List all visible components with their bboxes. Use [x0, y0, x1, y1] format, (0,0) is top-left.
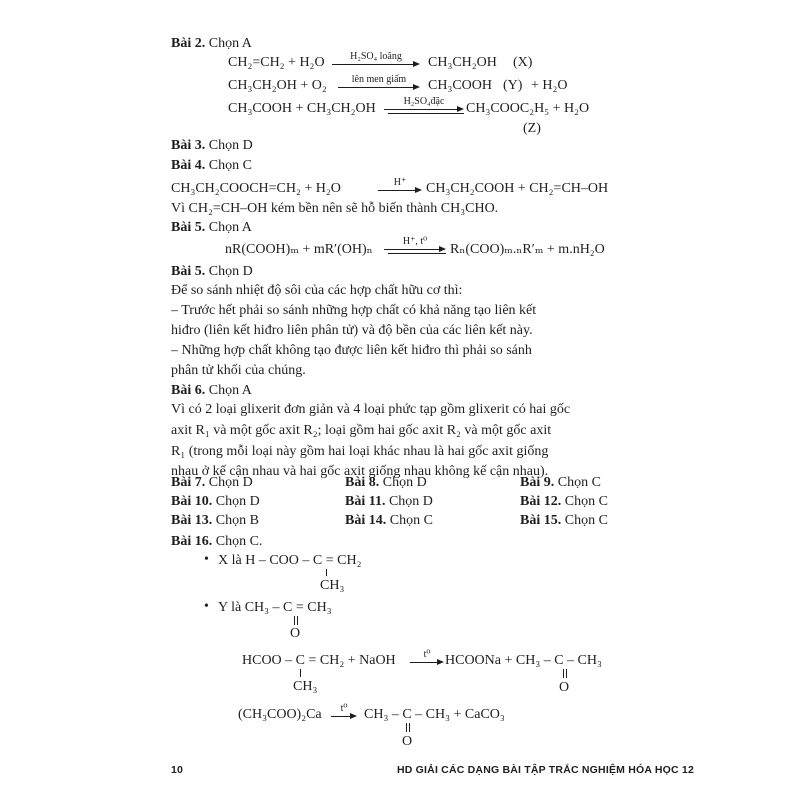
b4-choice: Chọn C: [208, 158, 252, 173]
answer-label: Bài 14.: [345, 513, 387, 528]
answer-label: Bài 12.: [520, 494, 562, 509]
b5b-line: phân tử khối của chúng.: [171, 363, 306, 378]
b16-eq1-branch-right: O: [559, 680, 570, 695]
b2-heading: [171, 36, 252, 52]
b16-x-branch: CH₃: [320, 578, 345, 593]
b5b-line: hiđro (liên kết hiđro liên phân tử) và độ bền của các liên kết này.: [171, 323, 533, 338]
answer-8: [345, 475, 427, 491]
answer-choice: Chọn C: [564, 494, 608, 509]
b2-r2-left: CH₃CH₂OH + O₂: [228, 78, 327, 93]
b16-y-branch: O: [290, 626, 301, 641]
b2-r3-tag: (Z): [523, 121, 541, 136]
b16-y-double-bond-2: [297, 616, 298, 625]
b16-eq1-right: HCOONa + CH₃ – C – CH₃: [445, 653, 602, 668]
b16-y-double-bond: [294, 616, 295, 625]
b16-eq1-double-bond-2: [566, 669, 567, 678]
b5a-eq-condition: H⁺, t⁰: [402, 236, 428, 247]
b4-eq-right: CH₃CH₂COOH + CH₂=CH–OH: [426, 181, 609, 196]
b5a-heading: [171, 220, 252, 236]
answer-label: Bài 15.: [520, 513, 562, 528]
answer-choice: Chọn D: [388, 494, 433, 509]
b5a-eq-left: nR(COOH)ₘ + mR′(OH)ₙ: [225, 242, 373, 257]
answer-label: Bài 8.: [345, 475, 380, 490]
b16-eq1-arrow: [410, 651, 444, 669]
b2-r1-right: CH₃CH₂OH: [428, 55, 497, 70]
answer-15: [520, 513, 608, 529]
b3-choice: Chọn D: [208, 138, 253, 153]
b2-r1-condition: H₂SO₄ loãng: [350, 51, 402, 62]
b6-choice: Chọn A: [208, 383, 252, 398]
b2-r2-right: CH₃COOH: [428, 78, 492, 93]
b16-choice: Chọn C.: [215, 534, 263, 549]
b2-label: Bài 2.: [171, 36, 206, 51]
page-number: 10: [171, 764, 184, 776]
b16-label: Bài 16.: [171, 534, 213, 549]
b16-eq2-right: CH₃ – C – CH₃ + CaCO₃: [364, 707, 505, 722]
b5b-line: – Những hợp chất không tạo được liên kết hiđro thì phải so sánh: [171, 343, 532, 358]
answer-11: [345, 494, 433, 510]
b16-eq1-double-bond: [563, 669, 564, 678]
answer-label: Bài 7.: [171, 475, 206, 490]
answer-7: [171, 475, 253, 491]
b16-eq2-left: (CH₃COO)₂Ca: [238, 707, 322, 722]
b16-y-bullet: •: [204, 599, 209, 614]
b16-x-structure: X là H – COO – C = CH₂: [218, 553, 362, 568]
b5a-choice: Chọn A: [208, 220, 252, 235]
b16-heading: [171, 534, 262, 550]
b5b-line: – Trước hết phải so sánh những hợp chất có khả năng tạo liên kết: [171, 303, 537, 318]
b4-note: Vì CH₂=CH–OH kém bền nên sẽ hỗ biến thành CH₃CHO.: [171, 201, 499, 216]
answer-label: Bài 9.: [520, 475, 555, 490]
b4-eq-left: CH₃CH₂COOCH=CH₂ + H₂O: [171, 181, 341, 196]
answer-choice: Chọn C: [557, 475, 601, 490]
b2-r3-left: CH₃COOH + CH₃CH₂OH: [228, 101, 376, 116]
answer-choice: Chọn D: [208, 475, 253, 490]
footer-title: HD GIẢI CÁC DẠNG BÀI TẬP TRẮC NGHIỆM HÓA HỌC 12: [397, 764, 694, 776]
b5a-label: Bài 5.: [171, 220, 206, 235]
answer-choice: Chọn C: [389, 513, 433, 528]
b3-label: Bài 3.: [171, 138, 206, 153]
b16-eq1-left: HCOO – C = CH₂ + NaOH: [242, 653, 396, 668]
b4-heading: [171, 158, 252, 174]
b5b-choice: Chọn D: [208, 264, 253, 279]
b16-eq2-condition: t⁰: [340, 703, 348, 714]
b2-r1-left: CH₂=CH₂ + H₂O: [228, 55, 325, 70]
b2-r1-tag: (X): [513, 55, 533, 70]
b16-x-bond: [326, 569, 327, 576]
b2-r3-equilibrium-arrow: [384, 98, 464, 118]
b16-x-bullet: •: [204, 552, 209, 567]
b2-r2-condition: lên men giấm: [351, 74, 407, 85]
b5b-label: Bài 5.: [171, 264, 206, 279]
b4-eq-arrow: [378, 179, 422, 197]
answer-choice: Chọn D: [382, 475, 427, 490]
b6-line: R₁ (trong mỗi loại này gồm hai loại khác nhau là hai gốc axit giống: [171, 444, 549, 459]
b16-eq2-double-bond-2: [409, 723, 410, 732]
b6-line: nhau ở kế cận nhau và hai gốc axit giống nhau không kế cận nhau).: [171, 464, 549, 479]
answer-13: [171, 513, 259, 529]
answer-label: Bài 10.: [171, 494, 213, 509]
b4-label: Bài 4.: [171, 158, 206, 173]
b16-eq1-condition: t⁰: [423, 649, 431, 660]
b4-eq-condition: H⁺: [393, 177, 407, 188]
b16-eq2-arrow: [331, 705, 357, 723]
b2-r2-extra: + H₂O: [531, 78, 568, 93]
b16-eq2-double-bond: [406, 723, 407, 732]
answer-choice: Chọn B: [215, 513, 259, 528]
b5b-line: Để so sánh nhiệt độ sôi của các hợp chất hữu cơ thì:: [171, 283, 463, 298]
answer-label: Bài 11.: [345, 494, 386, 509]
b16-eq2-branch: O: [402, 734, 413, 749]
b6-heading: [171, 383, 252, 399]
b16-eq1-branch-left: CH₃: [293, 679, 318, 694]
b6-line: Vì có 2 loại glixerit đơn giản và 4 loại phức tạp gồm glixerit có hai gốc: [171, 402, 571, 417]
answer-12: [520, 494, 608, 510]
b5b-heading: [171, 264, 253, 280]
b6-label: Bài 6.: [171, 383, 206, 398]
b2-r2-tag: (Y): [503, 78, 523, 93]
answer-choice: Chọn D: [215, 494, 260, 509]
answer-10: [171, 494, 260, 510]
b2-r3-right: CH₃COOC₂H₅ + H₂O: [466, 101, 590, 116]
answer-9: [520, 475, 601, 491]
b16-y-structure: Y là CH₃ – C = CH₃: [218, 600, 332, 615]
b2-r1-arrow: [332, 53, 420, 71]
b16-eq1-bond-left: [300, 669, 301, 677]
answer-14: [345, 513, 433, 529]
b2-r3-condition: H₂SO₄đặc: [403, 96, 445, 107]
b2-choice: Chọn A: [208, 36, 252, 51]
answer-choice: Chọn C: [564, 513, 608, 528]
b3-heading: [171, 138, 253, 154]
answer-label: Bài 13.: [171, 513, 213, 528]
b5a-eq-right: Rₙ(COO)ₘ.ₙR′ₘ + m.nH₂O: [450, 242, 605, 257]
b2-r2-arrow: [338, 76, 420, 94]
b5a-eq-equilibrium-arrow: [384, 238, 446, 258]
b6-line: axit R₁ và một gốc axit R₂; loại gồm hai gốc axit R₂ và một gốc axit: [171, 423, 552, 438]
